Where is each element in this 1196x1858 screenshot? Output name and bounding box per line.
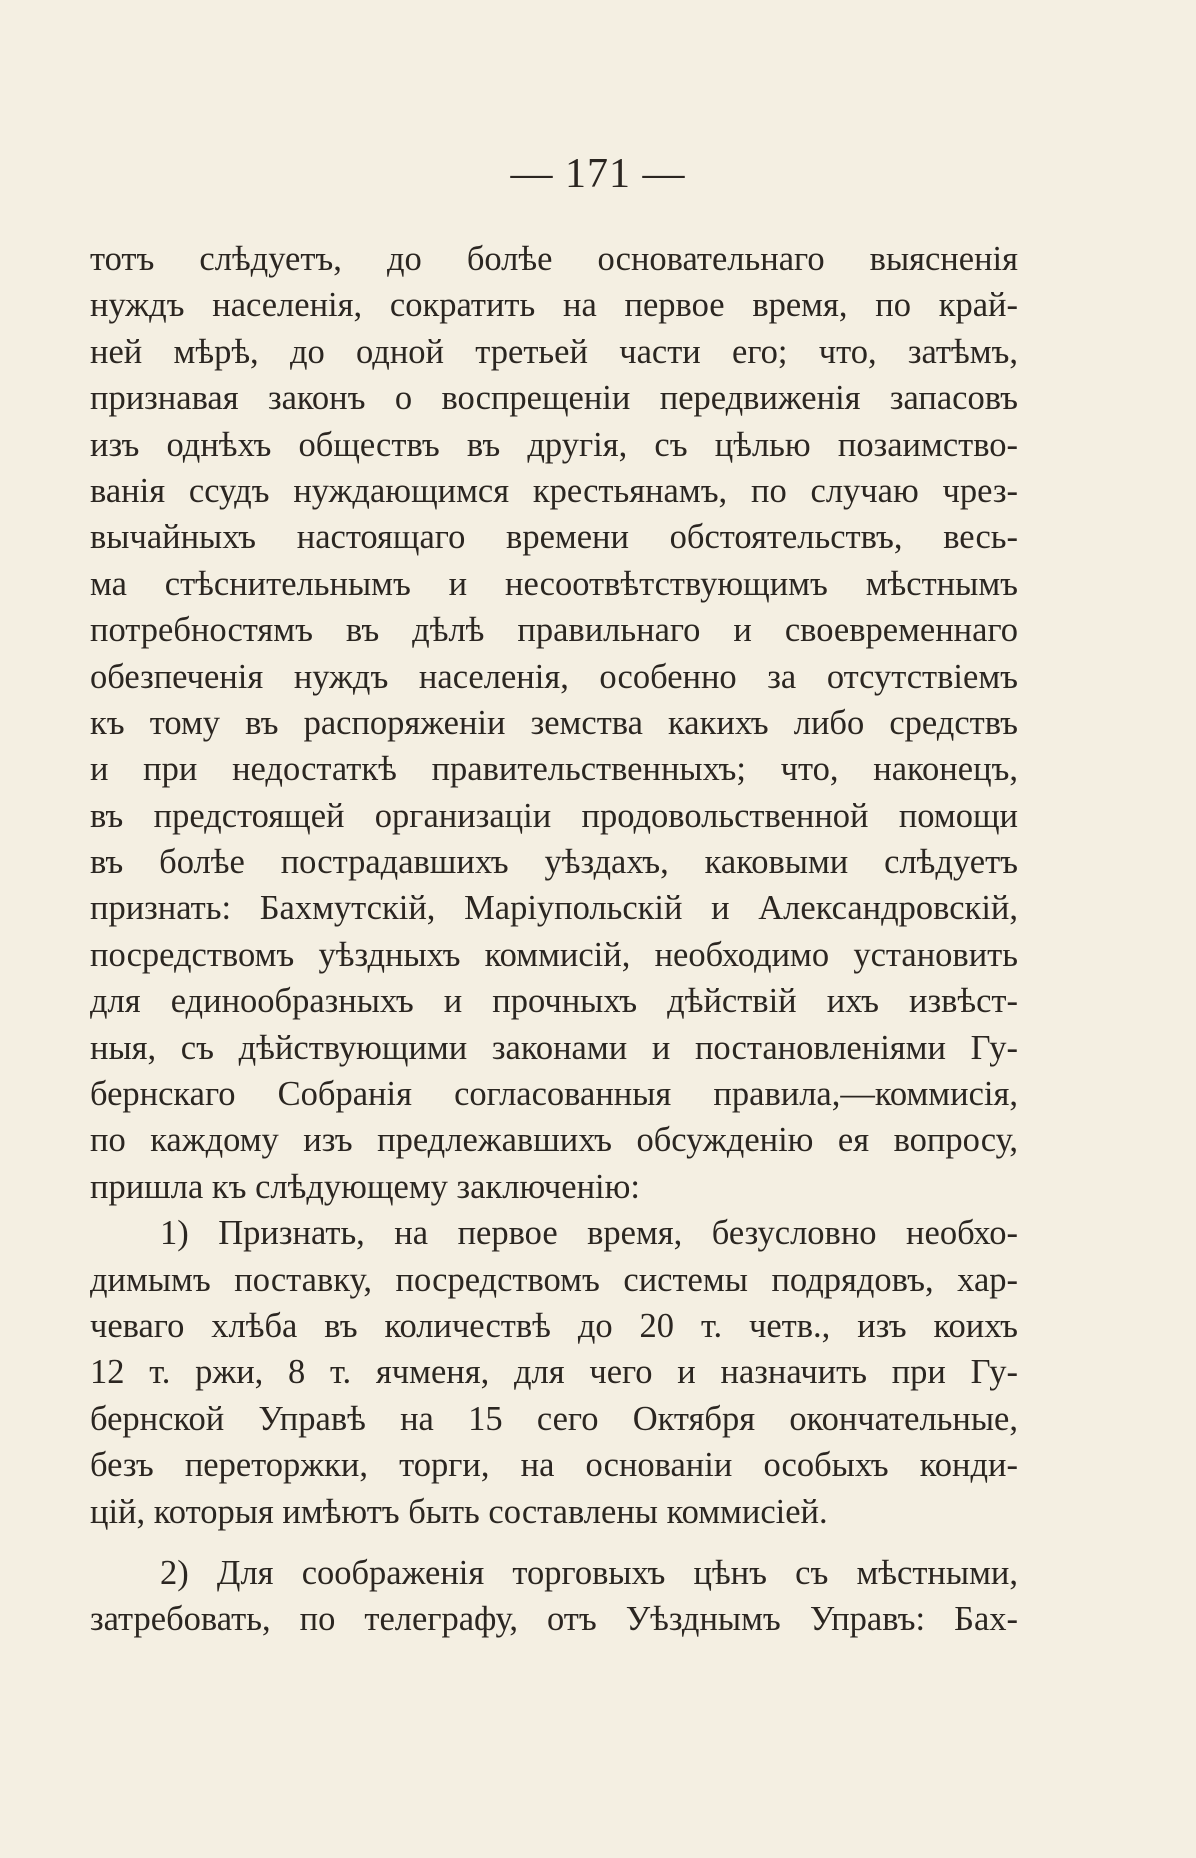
text-line: бернскаго Собранія согласованныя правила,—коммисія, [90, 1075, 1018, 1114]
text-line: въ предстоящей организаціи продовольственной помощи [90, 796, 1018, 835]
text-line: для единообразныхъ и прочныхъ дѣйствій ихъ извѣст- [90, 982, 1018, 1021]
text-line: изъ однѣхъ обществъ въ другія, съ цѣлью позаимство- [90, 425, 1018, 464]
paragraph-2-line: 2) Для соображенія торговыхъ цѣнъ съ мѣстными, [160, 1553, 1018, 1592]
text-line: потребностямъ въ дѣлѣ правильнаго и своевременнаго [90, 611, 1018, 650]
page-number: — 171 — [510, 151, 686, 197]
text-line: признавая законъ о воспрещеніи передвиженія запасовъ [90, 379, 1018, 418]
text-line: чеваго хлѣба въ количествѣ до 20 т. четв., изъ коихъ [90, 1306, 1018, 1345]
text-line: признать: Бахмутскій, Маріупольскій и Александровскій, [90, 889, 1018, 928]
text-line: затребовать, по телеграфу, отъ Уѣзднымъ Управъ: Бах- [90, 1600, 1018, 1639]
text-line: нуждъ населенія, сократить на первое время, по край- [90, 286, 1018, 325]
text-line: вычайныхъ настоящаго времени обстоятельствъ, весь- [90, 518, 1018, 557]
text-line: обезпеченія нуждъ населенія, особенно за отсутствіемъ [90, 657, 1018, 696]
text-line: димымъ поставку, посредствомъ системы подрядовъ, хар- [90, 1260, 1018, 1299]
text-line: ней мѣрѣ, до одной третьей части его; что, затѣмъ, [90, 332, 1018, 371]
text-line: пришла къ слѣдующему заключенію: [90, 1167, 640, 1206]
text-line: ныя, съ дѣйствующими законами и постановленіями Гу- [90, 1028, 1018, 1067]
text-line: въ болѣе пострадавшихъ уѣздахъ, каковыми слѣдуетъ [90, 843, 1018, 882]
text-line: безъ переторжки, торги, на основаніи особыхъ конди- [90, 1446, 1018, 1485]
body-text [90, 236, 1018, 1643]
text-line: посредствомъ уѣздныхъ коммисій, необходимо установить [90, 935, 1018, 974]
text-line: по каждому изъ предлежавшихъ обсужденію ея вопросу, [90, 1121, 1018, 1160]
paragraph-1-line: 1) Признать, на первое время, безусловно необхо- [160, 1214, 1018, 1253]
text-line: ма стѣснительнымъ и несоотвѣтствующимъ мѣстнымъ [90, 564, 1018, 603]
text-line: 12 т. ржи, 8 т. ячменя, для чего и назначить при Гу- [90, 1353, 1018, 1392]
text-line: тотъ слѣдуетъ, до болѣе основательнаго выясненія [90, 240, 1018, 278]
text-line: ванія ссудъ нуждающимся крестьянамъ, по случаю чрез- [90, 471, 1018, 510]
text-line: цій, которыя имѣютъ быть составлены коммисіей. [90, 1492, 828, 1531]
text-line: и при недостаткѣ правительственныхъ; что, наконецъ, [90, 750, 1018, 789]
text-line: къ тому въ распоряженіи земства какихъ либо средствъ [90, 703, 1018, 742]
text-line: бернской Управѣ на 15 сего Октября окончательные, [90, 1399, 1018, 1438]
